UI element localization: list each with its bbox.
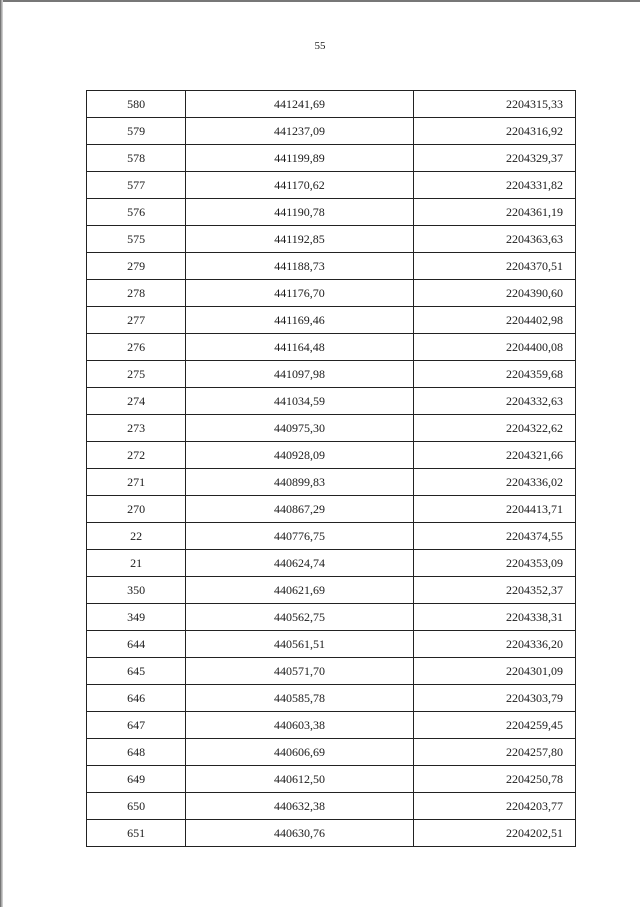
y-coordinate-cell: 2204336,02 [413, 469, 575, 496]
table-row [87, 91, 576, 118]
y-coordinate-cell: 2204374,55 [413, 523, 575, 550]
table-row [87, 388, 576, 415]
table-row [87, 496, 576, 523]
x-coordinate-cell: 440776,75 [186, 523, 413, 550]
table-row [87, 172, 576, 199]
x-coordinate-cell: 440606,69 [186, 739, 413, 766]
y-coordinate-cell: 2204316,92 [413, 118, 575, 145]
x-coordinate-cell: 440975,30 [186, 415, 413, 442]
point-number-cell: 350 [87, 577, 186, 604]
x-coordinate-cell: 440632,38 [186, 793, 413, 820]
y-coordinate-cell: 2204329,37 [413, 145, 575, 172]
x-coordinate-cell: 440612,50 [186, 766, 413, 793]
x-coordinate-cell: 441188,73 [186, 253, 413, 280]
x-coordinate-cell: 440867,29 [186, 496, 413, 523]
table-row [87, 766, 576, 793]
point-number-cell: 576 [87, 199, 186, 226]
table-row [87, 658, 576, 685]
y-coordinate-cell: 2204332,63 [413, 388, 575, 415]
y-coordinate-cell: 2204390,60 [413, 280, 575, 307]
y-coordinate-cell: 2204400,08 [413, 334, 575, 361]
y-coordinate-cell: 2204336,20 [413, 631, 575, 658]
x-coordinate-cell: 441097,98 [186, 361, 413, 388]
point-number-cell: 276 [87, 334, 186, 361]
y-coordinate-cell: 2204413,71 [413, 496, 575, 523]
point-number-cell: 274 [87, 388, 186, 415]
x-coordinate-cell: 441164,48 [186, 334, 413, 361]
x-coordinate-cell: 440899,83 [186, 469, 413, 496]
point-number-cell: 273 [87, 415, 186, 442]
y-coordinate-cell: 2204361,19 [413, 199, 575, 226]
point-number-cell: 645 [87, 658, 186, 685]
point-number-cell: 575 [87, 226, 186, 253]
x-coordinate-cell: 441190,78 [186, 199, 413, 226]
x-coordinate-cell: 440630,76 [186, 820, 413, 847]
x-coordinate-cell: 441169,46 [186, 307, 413, 334]
page-edge-left [0, 0, 3, 907]
x-coordinate-cell: 440621,69 [186, 577, 413, 604]
point-number-cell: 349 [87, 604, 186, 631]
table-row [87, 199, 576, 226]
y-coordinate-cell: 2204402,98 [413, 307, 575, 334]
y-coordinate-cell: 2204259,45 [413, 712, 575, 739]
x-coordinate-cell: 441170,62 [186, 172, 413, 199]
point-number-cell: 647 [87, 712, 186, 739]
point-number-cell: 21 [87, 550, 186, 577]
y-coordinate-cell: 2204315,33 [413, 91, 575, 118]
table-row [87, 334, 576, 361]
point-number-cell: 272 [87, 442, 186, 469]
x-coordinate-cell: 440928,09 [186, 442, 413, 469]
y-coordinate-cell: 2204322,62 [413, 415, 575, 442]
y-coordinate-cell: 2204303,79 [413, 685, 575, 712]
y-coordinate-cell: 2204202,51 [413, 820, 575, 847]
x-coordinate-cell: 441237,09 [186, 118, 413, 145]
x-coordinate-cell: 441034,59 [186, 388, 413, 415]
x-coordinate-cell: 441192,85 [186, 226, 413, 253]
point-number-cell: 579 [87, 118, 186, 145]
table-row [87, 712, 576, 739]
table-row [87, 442, 576, 469]
coordinates-table [86, 90, 576, 847]
y-coordinate-cell: 2204370,51 [413, 253, 575, 280]
y-coordinate-cell: 2204321,66 [413, 442, 575, 469]
page-number: 55 [314, 40, 326, 52]
point-number-cell: 649 [87, 766, 186, 793]
point-number-cell: 650 [87, 793, 186, 820]
table-row [87, 280, 576, 307]
table-row [87, 550, 576, 577]
y-coordinate-cell: 2204250,78 [413, 766, 575, 793]
y-coordinate-cell: 2204301,09 [413, 658, 575, 685]
table-row [87, 361, 576, 388]
y-coordinate-cell: 2204338,31 [413, 604, 575, 631]
point-number-cell: 646 [87, 685, 186, 712]
table-row [87, 253, 576, 280]
table-row [87, 793, 576, 820]
point-number-cell: 277 [87, 307, 186, 334]
y-coordinate-cell: 2204353,09 [413, 550, 575, 577]
table-row [87, 631, 576, 658]
table-row [87, 523, 576, 550]
table-row [87, 577, 576, 604]
x-coordinate-cell: 440561,51 [186, 631, 413, 658]
point-number-cell: 577 [87, 172, 186, 199]
point-number-cell: 22 [87, 523, 186, 550]
point-number-cell: 278 [87, 280, 186, 307]
table-row [87, 685, 576, 712]
point-number-cell: 279 [87, 253, 186, 280]
y-coordinate-cell: 2204363,63 [413, 226, 575, 253]
table-row [87, 145, 576, 172]
y-coordinate-cell: 2204352,37 [413, 577, 575, 604]
point-number-cell: 648 [87, 739, 186, 766]
point-number-cell: 644 [87, 631, 186, 658]
table-row [87, 118, 576, 145]
x-coordinate-cell: 441199,89 [186, 145, 413, 172]
point-number-cell: 271 [87, 469, 186, 496]
x-coordinate-cell: 440585,78 [186, 685, 413, 712]
coordinates-table-body [87, 91, 576, 847]
page-edge-top [0, 0, 640, 2]
table-row [87, 739, 576, 766]
x-coordinate-cell: 440624,74 [186, 550, 413, 577]
y-coordinate-cell: 2204203,77 [413, 793, 575, 820]
x-coordinate-cell: 440562,75 [186, 604, 413, 631]
point-number-cell: 580 [87, 91, 186, 118]
point-number-cell: 651 [87, 820, 186, 847]
x-coordinate-cell: 441241,69 [186, 91, 413, 118]
table-row [87, 226, 576, 253]
x-coordinate-cell: 440603,38 [186, 712, 413, 739]
table-row [87, 820, 576, 847]
table-row [87, 307, 576, 334]
point-number-cell: 275 [87, 361, 186, 388]
table-row [87, 469, 576, 496]
y-coordinate-cell: 2204331,82 [413, 172, 575, 199]
y-coordinate-cell: 2204359,68 [413, 361, 575, 388]
point-number-cell: 578 [87, 145, 186, 172]
table-row [87, 604, 576, 631]
x-coordinate-cell: 440571,70 [186, 658, 413, 685]
table-row [87, 415, 576, 442]
y-coordinate-cell: 2204257,80 [413, 739, 575, 766]
point-number-cell: 270 [87, 496, 186, 523]
x-coordinate-cell: 441176,70 [186, 280, 413, 307]
